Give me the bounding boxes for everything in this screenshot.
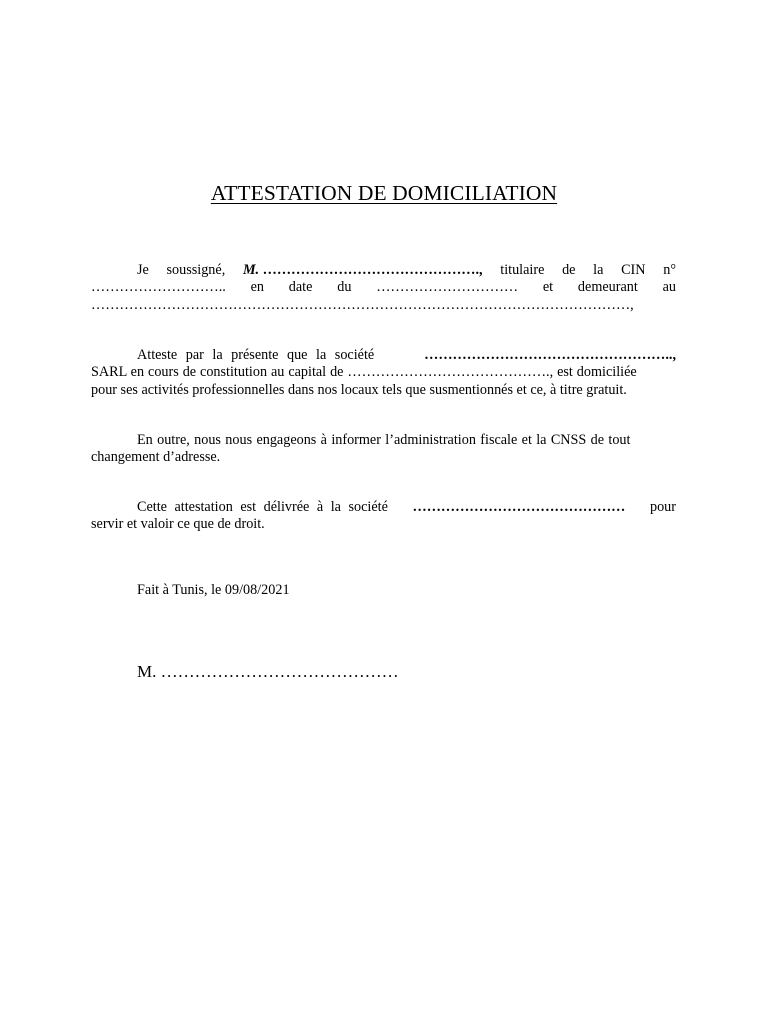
p1-line-2 [91,279,676,296]
word: soussigné, [166,262,226,278]
paragraph-declarant [91,262,676,314]
place-date-block [91,582,676,599]
company-dots: ……………………………………… [412,499,626,515]
date-dots: ………………………… [376,279,519,296]
word: n° [663,262,676,278]
word: pour [649,499,676,515]
word: demeurant [577,279,638,296]
p1-line-1 [91,262,676,279]
address-dots: ……………………………………………………………………………………………………, [91,296,634,313]
name-field [243,262,483,279]
name-dots: ………………………………………., [262,262,483,278]
word: au [662,279,676,296]
document-title: ATTESTATION DE DOMICILIATION [210,181,558,205]
p2-line-1 [91,347,676,364]
p3-line-1: En outre, nous nous engageons à informer l’administration fiscale et la CNSS de tout [137,432,631,448]
word: du [337,279,352,296]
word: Je [137,262,149,278]
p4-line-1 [91,499,676,516]
cin-dots: ……………………….. [91,279,226,296]
word: la [593,262,604,278]
paragraph-delivery [91,499,676,534]
word: date [288,279,313,296]
name-prefix: M. [242,262,260,278]
p4-line-2: servir et valoir ce que de droit. [91,516,265,533]
place-date: Fait à Tunis, le 09/08/2021 [137,582,290,598]
signature-line: M. …………………………………… [137,662,399,681]
word: et [542,279,554,296]
word: titulaire [500,262,545,278]
word: de [562,262,576,278]
paragraph-engagement [91,432,676,467]
word: en [250,279,264,296]
paragraph-attestation [91,347,676,399]
p2-line-2: SARL en cours de constitution au capital de ……………………………………., est domiciliée [91,364,637,381]
p4-line-1-text: Cette attestation est délivrée à la société [137,499,388,515]
p3-line-2: changement d’adresse. [91,449,221,466]
word: CIN [621,262,646,278]
p2-line-3: pour ses activités professionnelles dans nos locaux tels que susmentionnés et ce, à titre gratuit. [91,381,627,398]
company-dots: …………………………………………….., [424,347,676,363]
p2-line-1-text: Atteste par la présente que la société [137,347,375,363]
